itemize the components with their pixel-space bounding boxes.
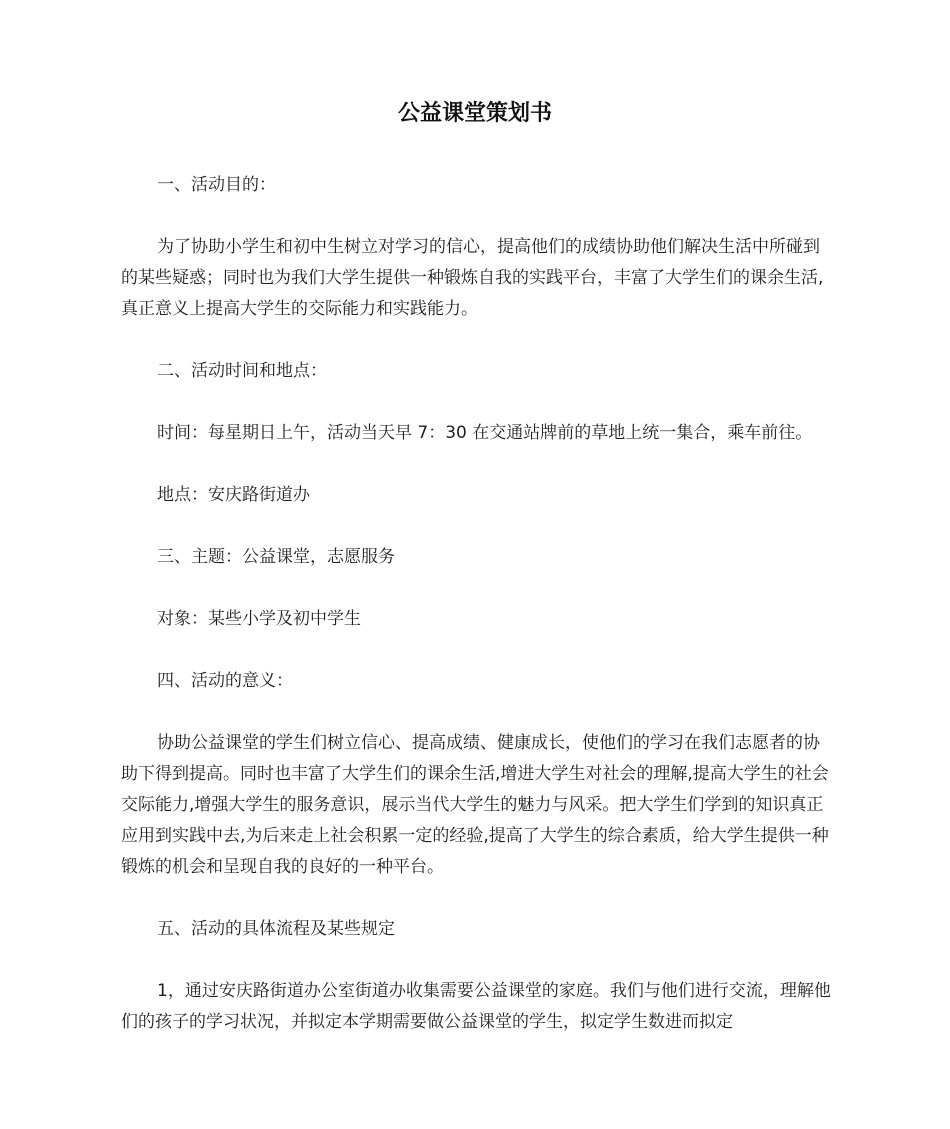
paragraph-spacer (121, 883, 833, 914)
paragraph-spacer (121, 697, 833, 728)
section-heading-significance: 四、活动的意义： (157, 671, 293, 691)
paragraph-spacer (121, 573, 833, 604)
paragraph-spacer (121, 511, 833, 542)
paragraph-spacer (121, 635, 833, 666)
section-heading-purpose: 一、活动目的： (157, 175, 276, 195)
paragraph-spacer (121, 387, 833, 418)
paragraph-process-step-1: 1，通过安庆路街道办公室街道办收集需要公益课堂的家庭。我们与他们进行交流，理解他们的孩子的学习状况，并拟定本学期需要做公益课堂的学生，拟定学生数进而拟定 (121, 981, 831, 1032)
section-heading-process: 五、活动的具体流程及某些规定 (157, 919, 395, 939)
paragraph-significance: 协助公益课堂的学生们树立信心、提高成绩、健康成长，使他们的学习在我们志愿者的协助下得到提高。同时也丰富了大学生们的课余生活,增进大学生对社会的理解,提高大学生的社会交际能力,增强大学生的服务意识，展示当代大学生的魅力与风采。把大学生们学到的知识真正应用到实践中去,为后来走上社会积累一定的经验,提高了大学生的综合素质，给大学生提供一种锻炼的机会和呈现自我的良好的一种平台。 (121, 733, 829, 877)
paragraph-audience: 对象：某些小学及初中学生 (157, 609, 361, 629)
paragraph-spacer (121, 201, 833, 232)
paragraph-spacer (121, 945, 833, 976)
section-heading-theme: 三、主题：公益课堂，志愿服务 (157, 547, 395, 567)
paragraph-spacer (121, 325, 833, 356)
paragraph-purpose: 为了协助小学生和初中生树立对学习的信心，提高他们的成绩协助他们解决生活中所碰到的某些疑惑；同时也为我们大学生提供一种锻炼自我的实践平台，丰富了大学生们的课余生活,真正意义上提高大学生的交际能力和实践能力。 (121, 237, 824, 319)
document-title: 公益课堂策划书 (397, 101, 552, 126)
paragraph-time: 时间：每星期日上午，活动当天早 7：30 在交通站牌前的草地上统一集合，乘车前往。 (157, 423, 813, 443)
paragraph-place: 地点：安庆路街道办 (157, 485, 310, 505)
section-heading-time-place: 二、活动时间和地点： (157, 361, 327, 381)
paragraph-spacer (121, 449, 833, 480)
document-body (121, 170, 833, 1038)
